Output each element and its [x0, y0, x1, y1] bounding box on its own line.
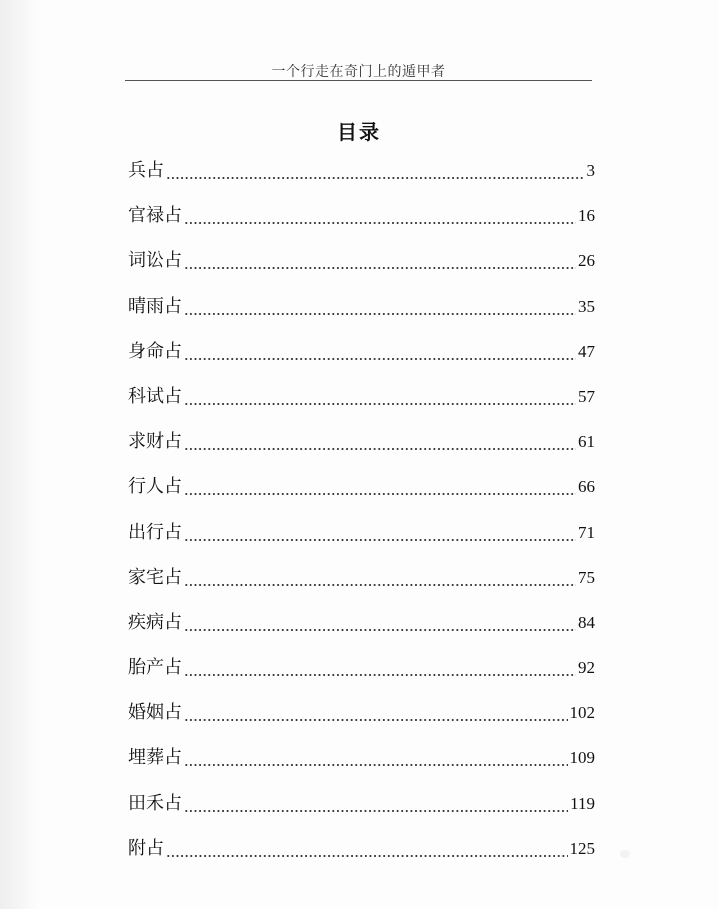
- dot-leader: [184, 653, 576, 683]
- toc-list: [128, 156, 595, 879]
- dot-leader: [184, 427, 576, 457]
- toc-entry-page: 47: [578, 341, 595, 361]
- scan-smudge: [620, 850, 630, 858]
- toc-entry-page: 61: [578, 432, 595, 452]
- toc-entry-label: 求财占: [128, 431, 182, 453]
- toc-entry-label: 田禾占: [128, 792, 182, 814]
- dot-leader: [184, 518, 576, 548]
- toc-entry-label: 埋葬占: [128, 747, 182, 769]
- toc-entry-qiucai[interactable]: [128, 427, 595, 472]
- toc-entry-label: 词讼占: [128, 250, 182, 272]
- toc-entry-taichan[interactable]: [128, 653, 595, 698]
- toc-entry-jibing[interactable]: [128, 608, 595, 653]
- toc-entry-label: 行人占: [128, 476, 182, 498]
- toc-entry-cisong[interactable]: [128, 246, 595, 291]
- toc-entry-label: 胎产占: [128, 657, 182, 679]
- toc-entry-maizang[interactable]: [128, 743, 595, 788]
- dot-leader: [184, 292, 576, 322]
- toc-entry-label: 疾病占: [128, 611, 182, 633]
- toc-entry-keshi[interactable]: [128, 382, 595, 427]
- dot-leader: [166, 834, 568, 864]
- toc-entry-page: 71: [578, 522, 595, 542]
- toc-entry-page: 66: [578, 477, 595, 497]
- toc-entry-jiazhai[interactable]: [128, 563, 595, 608]
- toc-entry-bing[interactable]: [128, 156, 595, 201]
- dot-leader: [166, 156, 585, 186]
- toc-entry-page: 119: [570, 793, 595, 813]
- toc-entry-qingyu[interactable]: [128, 292, 595, 337]
- dot-leader: [184, 201, 576, 231]
- toc-entry-label: 附占: [128, 837, 164, 859]
- toc-entry-label: 科试占: [128, 385, 182, 407]
- toc-entry-label: 家宅占: [128, 566, 182, 588]
- toc-entry-page: 57: [578, 386, 595, 406]
- header-rule: [125, 80, 592, 81]
- dot-leader: [184, 246, 576, 276]
- toc-entry-page: 102: [569, 703, 595, 723]
- dot-leader: [184, 382, 576, 412]
- dot-leader: [184, 472, 576, 502]
- toc-entry-label: 婚姻占: [128, 702, 182, 724]
- toc-entry-page: 92: [578, 658, 595, 678]
- toc-entry-guanlu[interactable]: [128, 201, 595, 246]
- toc-entry-page: 26: [578, 251, 595, 271]
- toc-title: 目录: [337, 120, 381, 144]
- dot-leader: [184, 337, 576, 367]
- toc-entry-page: 109: [569, 748, 595, 768]
- toc-entry-page: 35: [578, 296, 595, 316]
- toc-entry-fu[interactable]: [128, 834, 595, 879]
- dot-leader: [184, 789, 568, 819]
- toc-entry-hunyin[interactable]: [128, 698, 595, 743]
- toc-entry-tianhe[interactable]: [128, 789, 595, 834]
- toc-entry-xingren[interactable]: [128, 472, 595, 517]
- toc-entry-page: 75: [578, 567, 595, 587]
- dot-leader: [184, 608, 576, 638]
- toc-entry-label: 出行占: [128, 521, 182, 543]
- toc-entry-shenming[interactable]: [128, 337, 595, 382]
- toc-entry-label: 身命占: [128, 340, 182, 362]
- toc-entry-label: 晴雨占: [128, 295, 182, 317]
- running-header: 一个行走在奇门上的遁甲者: [271, 64, 446, 80]
- toc-entry-label: 兵占: [128, 160, 164, 181]
- toc-entry-page: 125: [569, 838, 595, 858]
- toc-entry-page: 16: [578, 206, 595, 226]
- toc-entry-page: 3: [586, 161, 595, 180]
- dot-leader: [184, 563, 576, 593]
- toc-entry-page: 84: [578, 612, 595, 632]
- dot-leader: [184, 743, 568, 773]
- dot-leader: [184, 698, 568, 728]
- toc-entry-label: 官禄占: [128, 205, 182, 227]
- toc-entry-chuxing[interactable]: [128, 518, 595, 563]
